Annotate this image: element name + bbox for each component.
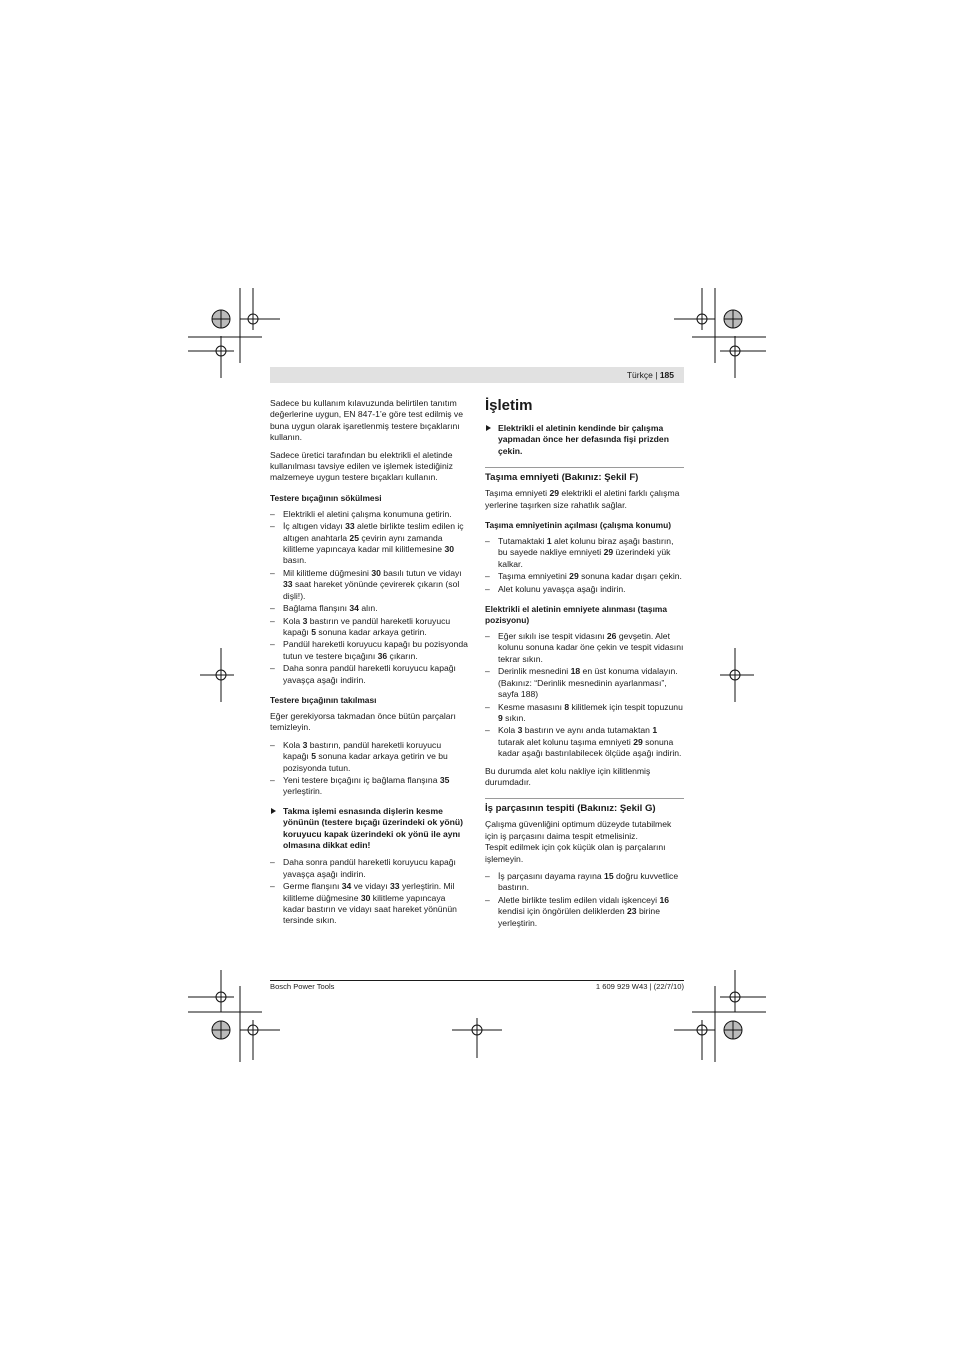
secure-steps — [485, 631, 684, 759]
removal-heading: Testere bıçağının sökülmesi — [270, 492, 382, 503]
list-item: – Alet kolunu yavaşça aşağı indirin. — [485, 584, 684, 595]
section-title-operation: İşletim — [485, 397, 533, 414]
list-item: – Kola 3 bastırın ve aynı anda tutamaktan 1 tutarak alet kolunu taşıma emniyeti 29 sonuna kadar aşağı bastırılabilecek ölçüde aşağı indirin. — [485, 725, 684, 759]
right-column — [485, 396, 684, 935]
secure-note: Bu durumda alet kolu nakliye için kilitlenmiş durumdadır. — [485, 765, 651, 787]
list-item: – Taşıma emniyetini 29 sonuna kadar dışarı çekin. — [485, 571, 684, 582]
list-item: – İş parçasını dayama rayına 15 doğru kuvvetlice bastırın. — [485, 871, 684, 894]
install-warning — [270, 806, 469, 852]
list-item: – Daha sonra pandül hareketli koruyucu kapağı yavaşça aşağı indirin. — [270, 663, 469, 686]
list-item: – Yeni testere bıçağını iç bağlama flanşına 35 yerleştirin. — [270, 775, 469, 798]
page-header — [270, 367, 684, 383]
list-item: – Kola 3 bastırın ve pandül hareketli koruyucu kapağı 5 sonuna kadar arkaya getirin. — [270, 616, 469, 639]
header-separator: | — [655, 370, 658, 380]
install-steps-b — [270, 857, 469, 926]
operation-warning — [485, 423, 684, 457]
intro-paragraph-1: Sadece bu kullanım kılavuzunda belirtilen tanıtım değerlerine uygun, EN 847-1’e göre test edilmiş ve buna uygun olarak işaretlenmiş testere bıçaklarını kullanın. — [270, 398, 463, 443]
page-number: 185 — [659, 370, 674, 380]
footer-brand: Bosch Power Tools — [270, 982, 335, 991]
install-heading: Testere bıçağının takılması — [270, 694, 377, 705]
workpiece-steps — [485, 871, 684, 929]
secure-heading: Elektrikli el aletinin emniyete alınması (taşıma pozisyonu) — [485, 604, 668, 626]
list-item: – Daha sonra pandül hareketli koruyucu kapağı yavaşça aşağı indirin. — [270, 857, 469, 880]
list-item: – Eğer sıkılı ise tespit vidasını 26 gevşetin. Alet kolunu sonuna kadar öne çekin ve tespit vidasını tekrar sıkın. — [485, 631, 684, 665]
list-item: – Derinlik mesnedini 18 en üst konuma vidalayın. (Bakınız: “Derinlik mesnedinin ayarlanması”, sayfa 188) — [485, 666, 684, 700]
install-warning-text: Takma işlemi esnasında dişlerin kesme yönünün (testere bıçağı üzerindeki ok yönü) koruyucu kapak üzerindeki ok yönü ile aynı olmasına dikkat edin! — [283, 805, 464, 850]
left-column — [270, 398, 469, 933]
operation-warning-text: Elektrikli el aletinin kendinde bir çalışma yapmadan önce her defasında fişi prizden çekin. — [498, 423, 669, 456]
intro-paragraph-2: Sadece üretici tarafından bu elektrikli el aletinde kullanılması tavsiye edilen ve işlemek istediğiniz malzemeye uygun testere bıçakları kullanın. — [270, 449, 453, 483]
list-item: – İç altıgen vidayı 33 aletle birlikte teslim edilen iç altıgen anahtarla 25 çevirin aynı zamanda kilitleme yapıncaya kadar mil kilitlemesine 30 basın. — [270, 521, 469, 567]
unlock-heading: Taşıma emniyetinin açılması (çalışma konumu) — [485, 520, 672, 531]
list-item: – Elektrikli el aletini çalışma konumuna getirin. — [270, 509, 469, 520]
transport-heading: Taşıma emniyeti (Bakınız: Şekil F) — [485, 467, 684, 483]
warning-arrow-icon — [486, 425, 491, 431]
workpiece-paragraph-1: Çalışma güvenliğini optimum düzeyde tutabilmek için iş parçasını daima tespit etmelisiniz. — [485, 819, 672, 841]
workpiece-paragraph-2: Tespit edilmek için çok küçük olan iş parçalarını işlemeyin. — [485, 842, 666, 864]
list-item: – Tutamaktaki 1 alet kolunu biraz aşağı bastırın, bu sayede nakliye emniyeti 29 üzerindeki yük kalkar. — [485, 536, 684, 570]
list-item: – Kola 3 bastırın, pandül hareketli koruyucu kapağı 5 sonuna kadar arkaya getirin ve bu pozisyonda tutun. — [270, 740, 469, 774]
header-language: Türkçe — [626, 370, 653, 380]
list-item: – Pandül hareketli koruyucu kapağı bu pozisyonda tutun ve testere bıçağını 36 çıkarın. — [270, 639, 469, 662]
install-steps-a — [270, 740, 469, 798]
unlock-steps — [485, 536, 684, 595]
workpiece-heading: İş parçasının tespiti (Bakınız: Şekil G) — [485, 798, 684, 814]
transport-intro: Taşıma emniyeti 29 elektrikli el aletini farklı çalışma yerlerine taşırken size rahatlık sağlar. — [485, 488, 680, 510]
list-item: – Bağlama flanşını 34 alın. — [270, 603, 469, 614]
footer-doc-number: 1 609 929 W43 | (22/7/10) — [595, 982, 684, 991]
list-item: – Germe flanşını 34 ve vidayı 33 yerleştirin. Mil kilitleme düğmesine 30 kilitleme yapıncaya kadar bastırın ve vidayı saat hareket yönünün tersinde sıkın. — [270, 881, 469, 927]
footer-divider — [270, 980, 684, 981]
list-item: – Kesme masasını 8 kilitlemek için tespit topuzunu 9 sıkın. — [485, 702, 684, 725]
removal-steps — [270, 509, 469, 686]
list-item: – Aletle birlikte teslim edilen vidalı işkenceyi 16 kendisi için öngörülen deliklerden 23 birine yerleştirin. — [485, 895, 684, 929]
list-item: – Mil kilitleme düğmesini 30 basılı tutun ve vidayı 33 saat hareket yönünde çevirerek çıkarın (sol dişli!). — [270, 568, 469, 602]
install-intro: Eğer gerekiyorsa takmadan önce bütün parçaları temizleyin. — [270, 710, 456, 733]
warning-arrow-icon — [271, 808, 276, 814]
